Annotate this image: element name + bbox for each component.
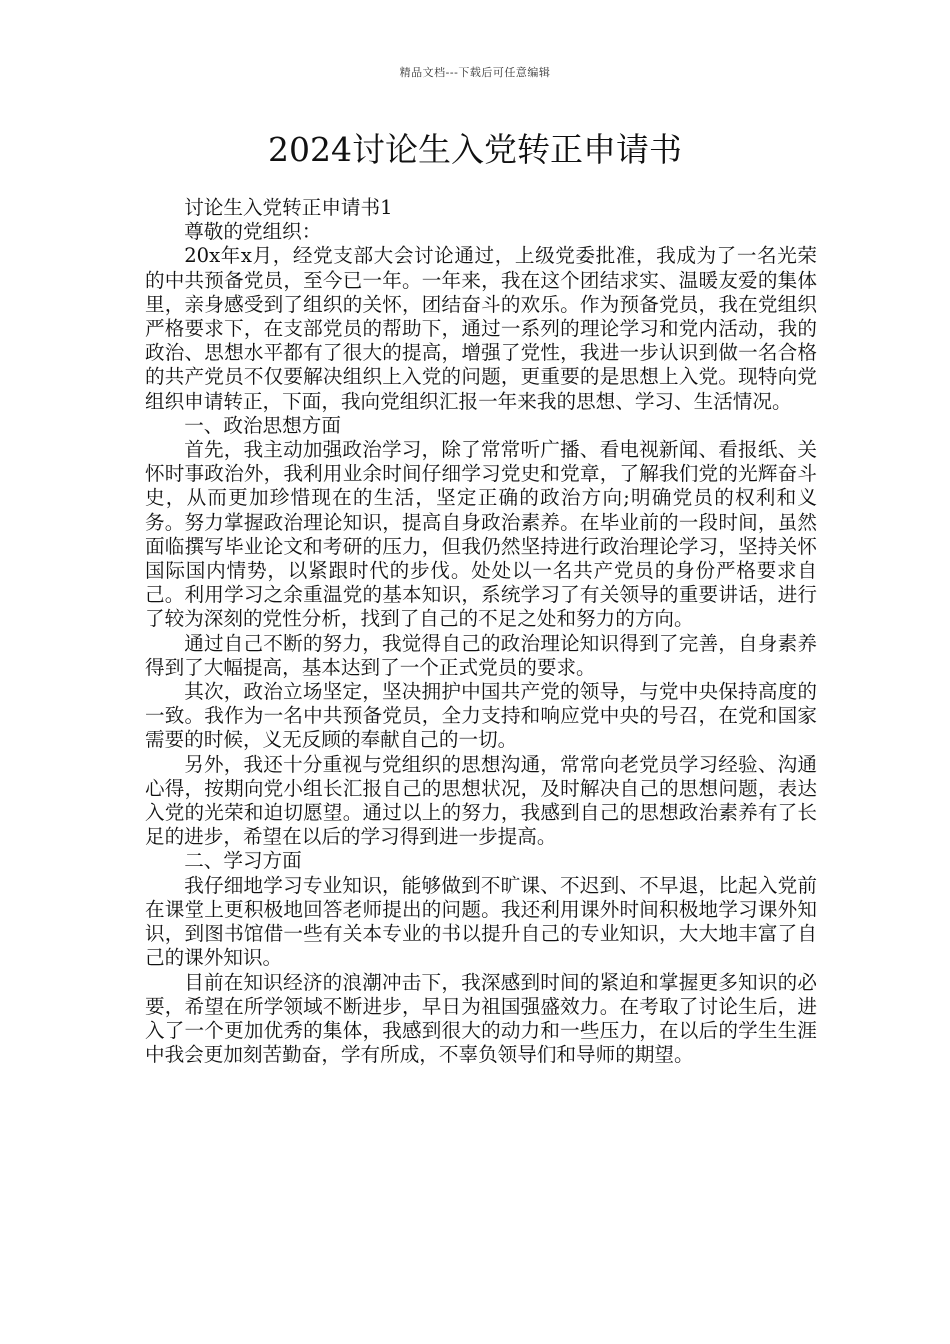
salutation: 尊敬的党组织： [184,220,322,244]
paragraph-intro: 20x年x月，经党支部大会讨论通过，上级党委批准，我成为了一名光荣的中共预备党员，至今已一年。一年来，我在这个团结求实、温暖友爱的集体里，亲身感受到了组织的关怀，团结奋斗的欢乐。作为预备党员，我在党组织严格要求下，在支部党员的帮助下，通过一系列的理论学习和党内活动，我的政治、思想水平都有了很大的提高，增强了党性，我进一步认识到做一名合格的共产党员不仅要解决组织上入党的问题，更重要的是思想上入党。现特向党组织申请转正，下面，我向党组织汇报一年来我的思想、学习、生活情况。 [145,244,817,413]
paragraph-study-professional: 我仔细地学习专业知识，能够做到不旷课、不迟到、不早退，比起入党前在课堂上更积极地回答老师提出的问题。我还利用课外时间积极地学习课外知识，到图书馆借一些有关本专业的书以提升自己的专业知识，大大地丰富了自己的课外知识。 [145,873,817,970]
paragraph-study-future: 目前在知识经济的浪潮冲击下，我深感到时间的紧迫和掌握更多知识的必要，希望在所学领域不断进步，早日为祖国强盛效力。在考取了讨论生后，进入了一个更加优秀的集体，我感到很大的动力和一些压力，在以后的学生生涯中我会更加刻苦勤奋，学有所成，不辜负领导们和导师的期望。 [145,970,817,1067]
section-heading-political: 一、政治思想方面 [184,413,341,437]
paragraph-political-stance: 其次，政治立场坚定，坚决拥护中国共产党的领导，与党中央保持高度的一致。我作为一名中共预备党员，全力支持和响应党中央的号召，在党和国家需要的时候，义无反顾的奉献自己的一切。 [145,680,817,752]
section-heading-study: 二、学习方面 [184,849,302,873]
document-body [145,196,817,1067]
paragraph-political-first: 首先，我主动加强政治学习，除了常常听广播、看电视新闻、看报纸、关怀时事政治外，我利用业余时间仔细学习党史和党章，了解我们党的光辉奋斗史，从而更加珍惜现在的生活，坚定正确的政治方向;明确党员的权利和义务。努力掌握政治理论知识，提高自身政治素养。在毕业前的一段时间，虽然面临撰写毕业论文和考研的压力，但我仍然坚持进行政治理论学习，坚持关怀国际国内情势，以紧跟时代的步伐。处处以一名共产党员的身份严格要求自己。利用学习之余重温党的基本知识，系统学习了有关领导的重要讲话，进行了较为深刻的党性分析，找到了自己的不足之处和努力的方向。 [145,438,817,631]
paragraph-political-communication: 另外，我还十分重视与党组织的思想沟通，常常向老党员学习经验、沟通心得，按期向党小组长汇报自己的思想状况，及时解决自己的思想问题，表达入党的光荣和迫切愿望。通过以上的努力，我感到自己的思想政治素养有了长足的进步，希望在以后的学习得到进一步提高。 [145,752,817,849]
document-title: 2024讨论生入党转正申请书 [268,130,682,169]
page-header-watermark: 精品文档---下载后可任意编辑 [399,66,551,79]
paragraph-political-effort: 通过自己不断的努力，我觉得自己的政治理论知识得到了完善，自身素养得到了大幅提高，基本达到了一个正式党员的要求。 [145,631,817,679]
section-heading-letter: 讨论生入党转正申请书1 [184,196,393,219]
